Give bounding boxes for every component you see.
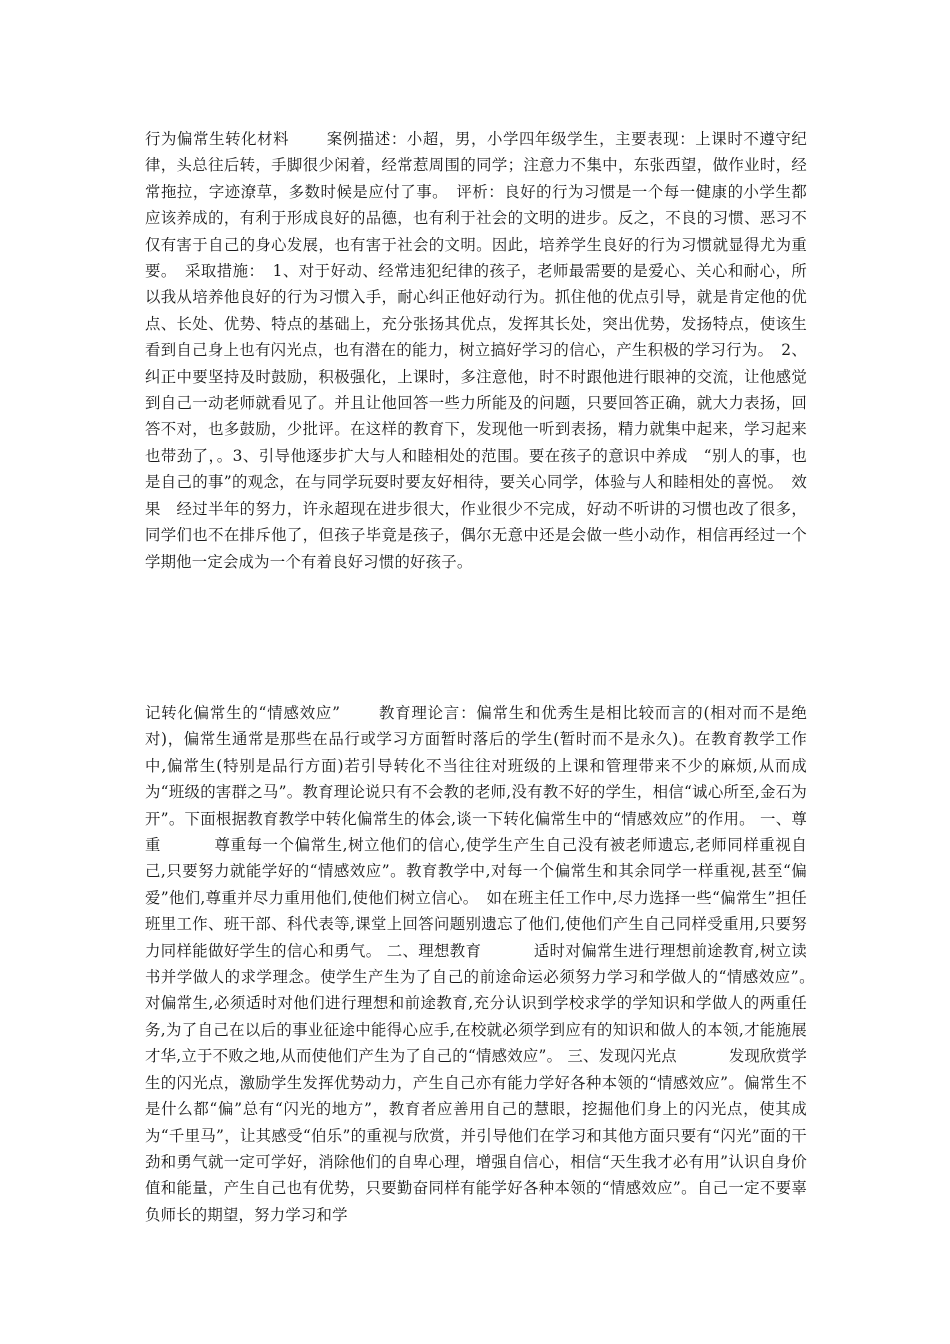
section-emotional-effect-paragraph: 记转化偏常生的“情感效应” 教育理论言：偏常生和优秀生是相比较而言的(相对而不是绝对)，偏常生通常是那些在品行或学习方面暂时落后的学生(暂时而不是永久)。在教育教学工作中,偏常生(特别是品行方面)若引导转化不当往往对班级的上课和管理带来不少的麻烦,从而成为“班级的害群之马”。教育理论说只有不会教的老师,没有教不好的学生，相信“诚心所至,金石为开”。下面根据教育教学中转化偏常生的体会,谈一下转化偏常生中的“情感效应”的作用。 一、尊重 尊重每一个偏常生,树立他们的信心,使学生产生自己没有被老师遗忘,老师同样重视自己,只要努力就能学好的“情感效应”。教育教学中,对每一个偏常生和其余同学一样重视,甚至“偏爱”他们,尊重并尽力重用他们,使他们树立信心。 如在班主任工作中,尽力选择一些“偏常生”担任班里工作、班干部、科代表等,课堂上回答问题别遗忘了他们,使他们产生自己同样受重用,只要努力同样能做好学生的信心和勇气。 二、理想教育 适时对偏常生进行理想前途教育,树立读书并学做人的求学理念。使学生产生为了自己的前途命运必须努力学习和学做人的“情感效应”。 对偏常生,必须适时对他们进行理想和前途教育,充分认识到学校求学的学知识和学做人的两重任务,为了自己在以后的事业征途中能得心应手,在校就必须学到应有的知识和做人的本领,才能施展才华,立于不败之地,从而使他们产生为了自己的“情感效应”。 三、发现闪光点 发现欣赏学生的闪光点，激励学生发挥优势动力，产生自己亦有能力学好各种本领的“情感效应”。偏常生不是什么都“偏”总有“闪光的地方”，教育者应善用自己的慧眼，挖掘他们身上的闪光点，使其成为“千里马”，让其感受“伯乐”的重视与欣赏，并引导他们在学习和其他方面只要有“闪光”面的干劲和勇气就一定可学好，消除他们的自卑心理，增强自信心，相信“天生我才必有用”认识自身价值和能量，产生自己也有优势，只要勤奋同样有能学好各种本领的“情感效应”。自己一定不要辜负师长的期望，努力学习和学 <box>145 704 823 1224</box>
section-behavior-case-paragraph: 行为偏常生转化材料 案例描述：小超，男，小学四年级学生，主要表现：上课时不遵守纪律，头总往后转，手脚很少闲着，经常惹周围的同学；注意力不集中，东张西望，做作业时，经常拖拉，字迹潦草，多数时候是应付了事。 评析：良好的行为习惯是一个每一健康的小学生都应该养成的，有利于形成良好的品德，也有利于社会的文明的进步。反之，不良的习惯、恶习不仅有害于自己的身心发展，也有害于社会的文明。因此，培养学生良好的行为习惯就显得尤为重要。 采取措施： 1、对于好动、经常违犯纪律的孩子，老师最需要的是爱心、关心和耐心，所以我从培养他良好的行为习惯入手，耐心纠正他好动行为。抓住他的优点引导，就是肯定他的优点、长处、优势、特点的基础上，充分张扬其优点，发挥其长处，突出优势，发扬特点，使该生看到自己身上也有闪光点，也有潜在的能力，树立搞好学习的信心，产生积极的学习行为。 2、纠正中要坚持及时鼓励，积极强化，上课时，多注意他，时不时跟他进行眼神的交流，让他感觉到自己一动老师就看见了。并且让他回答一些力所能及的问题，只要回答正确，就大力表扬，回答不对，也多鼓励，少批评。在这样的教育下，发现他一听到表扬，精力就集中起来，学习起来也带劲了，。3、引导他逐步扩大与人和睦相处的范围。要在孩子的意识中养成 “别人的事，也是自己的事”的观念，在与同学玩耍时要友好相待，要关心同学，体验与人和睦相处的喜悦。 效果 经过半年的努力，许永超现在进步很大，作业很少不完成，好动不听讲的习惯也改了很多，同学们也不在排斥他了，但孩子毕竟是孩子，偶尔无意中还是会做一些小动作，相信再经过一个学期他一定会成为一个有着良好习惯的好孩子。 <box>145 130 807 571</box>
